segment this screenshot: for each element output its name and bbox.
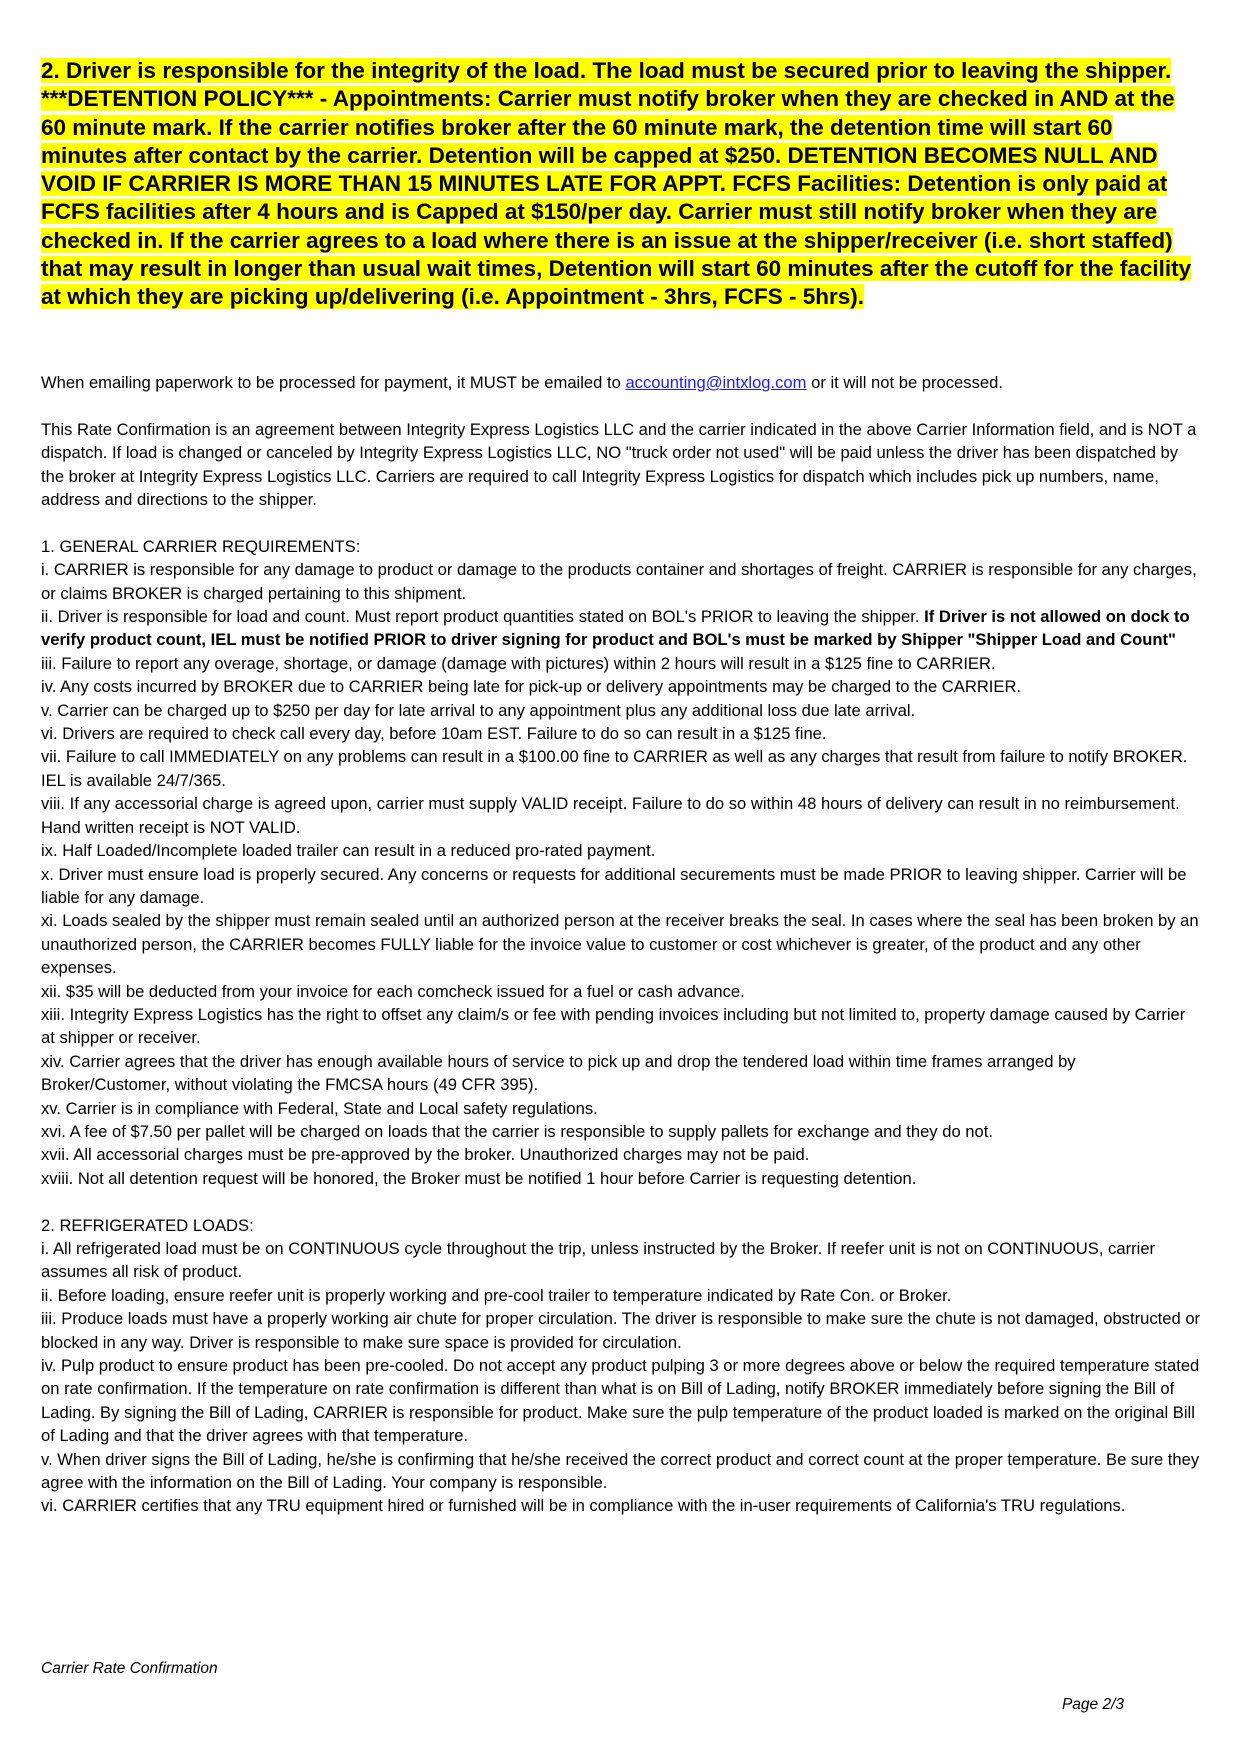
section-1-item: iii. Failure to report any overage, shortage, or damage (damage with pictures) within 2 hours will result in a $125 fine to CARRIER. — [41, 653, 996, 673]
section-1-item: iv. Any costs incurred by BROKER due to CARRIER being late for pick-up or delivery appointments may be charged to the CARRIER. — [41, 677, 1022, 697]
section-2-item: v. When driver signs the Bill of Lading, he/she is confirming that he/she received the correct product and correct count at the proper temperature. Be sure they agree with the information on the Bill of Lading. Your company is responsible. — [41, 1449, 1200, 1493]
detention-policy-text: 2. Driver is responsible for the integrity of the load. The load must be secured prior to leaving the shipper. ***DETENTION POLICY*** - Appointments: Carrier must notify broker when they are checked in AND at the 60 minute mark. If the carrier notifies broker after the 60 minute mark, the detention time will start 60 minutes after contact by the carrier. Detention will be capped at $250. DETENTION BECOMES NULL AND VOID IF CARRIER IS MORE THAN 15 MINUTES LATE FOR APPT. FCFS Facilities: Detention is only paid at FCFS facilities after 4 hours and is Capped at $150/per day. Carrier must still notify broker when they are checked in. If the carrier agrees to a load where there is an issue at the shipper/receiver (i.e. short staffed) that may result in longer than usual wait times, Detention will start 60 minutes after the cutoff for the facility at which they are picking up/delivering (i.e. Appointment - 3hrs, FCFS - 5hrs). — [41, 58, 1192, 310]
section-1-item-ii-text: ii. Driver is responsible for load and count. Must report product quantities stated on BOL's PRIOR to leaving the shipper. — [41, 607, 925, 627]
section-1-item: xi. Loads sealed by the shipper must remain sealed until an authorized person at the receiver breaks the seal. In cases where the seal has been broken by an unauthorized person, the CARRIER becomes FULLY liable for the invoice value to customer or cost whichever is greater, of the product and any other expenses. — [41, 911, 1199, 978]
section-1-item — [41, 605, 1203, 652]
section-1-item: vii. Failure to call IMMEDIATELY on any problems can result in a $100.00 fine to CARRIER as well as any charges that result from failure to notify BROKER. IEL is available 24/7/365. — [41, 747, 1188, 790]
section-2-heading: 2. REFRIGERATED LOADS: — [41, 1215, 254, 1235]
accounting-email-link[interactable]: accounting@intxlog.com — [625, 373, 807, 392]
section-2-item: iv. Pulp product to ensure product has been pre-cooled. Do not accept any product pulping 3 or more degrees above or below the required temperature stated on rate confirmation. If the temperature on rate confirmation is different than what is on Bill of Lading, notify BROKER immediately before signing the Bill of Lading. By signing the Bill of Lading, CARRIER is responsible for product. Make sure the pulp temperature of the product loaded is marked on the original Bill of Lading and that the driver agrees with that temperature. — [41, 1356, 1200, 1446]
section-1-item: xvii. All accessorial charges must be pre-approved by the broker. Unauthorized charges may not be paid. — [41, 1145, 810, 1165]
section-1-item: ix. Half Loaded/Incomplete loaded trailer can result in a reduced pro-rated payment. — [41, 841, 656, 861]
section-2-item: ii. Before loading, ensure reefer unit is properly working and pre-cool trailer to temperature indicated by Rate Con. or Broker. — [41, 1285, 952, 1305]
section-1-item: viii. If any accessorial charge is agreed upon, carrier must supply VALID receipt. Failure to do so within 48 hours of delivery can result in no reimbursement. Hand written receipt is NOT VALID. — [41, 794, 1180, 837]
section-2-item: iii. Produce loads must have a properly working air chute for proper circulation. The driver is responsible to make sure the chute is not damaged, obstructed or blocked in any way. Driver is responsible to make sure space is provided for circulation. — [41, 1309, 1201, 1352]
section-1-item: v. Carrier can be charged up to $250 per day for late arrival to any appointment plus any additional loss due late arrival. — [41, 700, 916, 720]
section-1-item: xviii. Not all detention request will be honored, the Broker must be notified 1 hour before Carrier is requesting detention. — [41, 1168, 917, 1188]
section-1-item: xii. $35 will be deducted from your invoice for each comcheck issued for a fuel or cash advance. — [41, 981, 745, 1001]
section-1-item: xv. Carrier is in compliance with Federal, State and Local safety regulations. — [41, 1098, 598, 1118]
email-instruction-after: or it will not be processed. — [806, 373, 1003, 392]
section-1-item: xiv. Carrier agrees that the driver has enough available hours of service to pick up and drop the tendered load within time frames arranged by Broker/Customer, without violating the FMCSA hours (49 CFR 395). — [41, 1051, 1076, 1095]
section-1-item: xiii. Integrity Express Logistics has the right to offset any claim/s or fee with pending invoices including but not limited to, property damage caused by Carrier at shipper or receiver. — [41, 1004, 1186, 1048]
email-instruction — [41, 371, 1203, 394]
section-2-item: vi. CARRIER certifies that any TRU equipment hired or furnished will be in compliance with the in-user requirements of California's TRU regulations. — [41, 1496, 1126, 1516]
section-1-item: vi. Drivers are required to check call every day, before 10am EST. Failure to do so can result in a $125 fine. — [41, 724, 827, 744]
agreement-paragraph: This Rate Confirmation is an agreement between Integrity Express Logistics LLC and the carrier indicated in the above Carrier Information field, and is NOT a dispatch. If load is changed or canceled by Integrity Express Logistics LLC, NO "truck order not used" will be paid unless the driver has been dispatched by the broker at Integrity Express Logistics LLC. Carriers are required to call Integrity Express Logistics for dispatch which includes pick up numbers, name, address and directions to the shipper. — [41, 419, 1197, 510]
section-1-item-ii-bold: If Driver is not allowed on dock to verify product count, IEL must be notified PRIOR to driver signing for product and BOL's must be marked by Shipper "Shipper Load and Count" — [41, 607, 1190, 650]
footer-page-number: Page 2/3 — [1061, 1696, 1124, 1713]
section-1-item: x. Driver must ensure load is properly secured. Any concerns or requests for additional securements must be made PRIOR to leaving shipper. Carrier will be liable for any damage. — [41, 864, 1187, 907]
footer-document-title: Carrier Rate Confirmation — [41, 1660, 218, 1677]
terms-body — [41, 371, 1203, 1518]
section-1-item: i. CARRIER is responsible for any damage to product or damage to the products container and shortages of freight. CARRIER is responsible for any charges, or claims BROKER is charged pertaining to this shipment. — [41, 560, 1197, 603]
section-1-item: xvi. A fee of $7.50 per pallet will be charged on loads that the carrier is responsible to supply pallets for exchange and they do not. — [41, 1121, 993, 1141]
email-instruction-before: When emailing paperwork to be processed for payment, it MUST be emailed to — [41, 373, 626, 392]
detention-policy-block — [41, 57, 1201, 312]
section-1-heading: 1. GENERAL CARRIER REQUIREMENTS: — [41, 536, 361, 556]
section-2-item: i. All refrigerated load must be on CONTINUOUS cycle throughout the trip, unless instructed by the Broker. If reefer unit is not on CONTINUOUS, carrier assumes all risk of product. — [41, 1238, 1156, 1282]
